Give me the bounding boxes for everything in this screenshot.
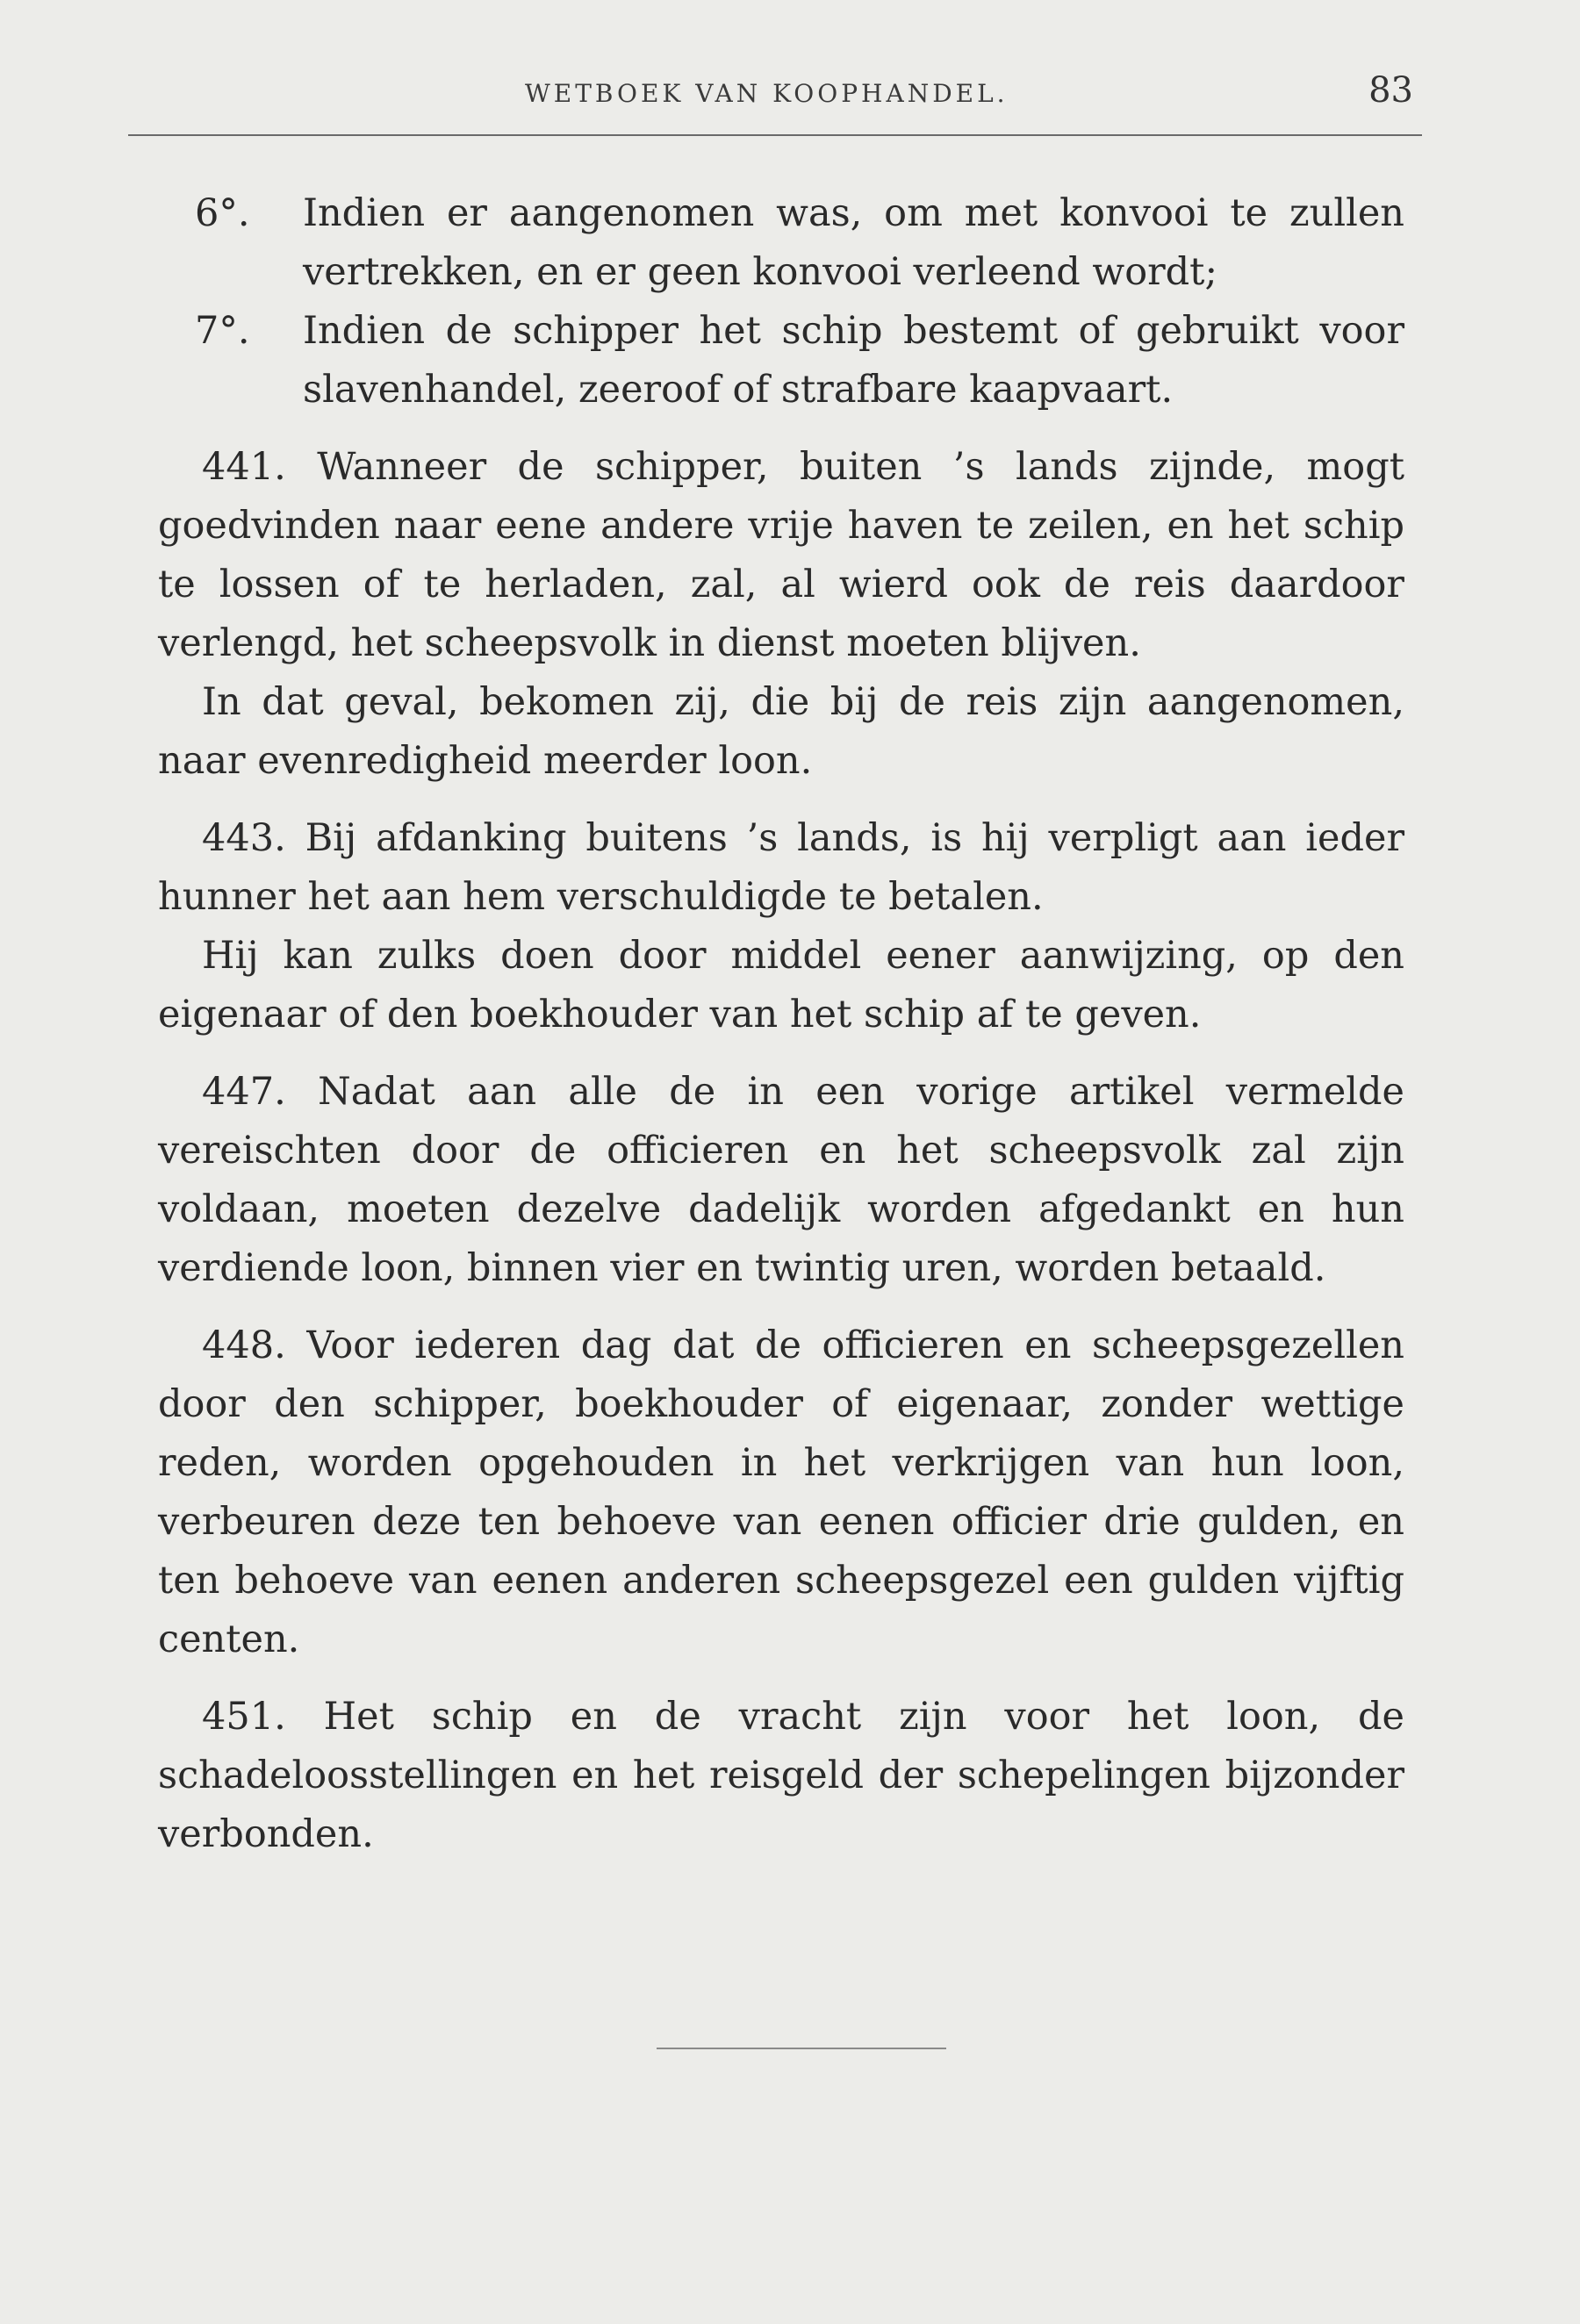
- article-paragraph: [158, 1063, 1404, 1298]
- running-title: WETBOEK VAN KOOPHANDEL.: [525, 79, 1009, 108]
- article-number: 443.: [202, 816, 286, 860]
- end-rule: [657, 2048, 946, 2049]
- article-text: Voor iederen dag dat de officieren en scheepsgezellen door den schipper, boekhouder of eigenaar, zonder wettige reden, worden opgehouden in het verkrijgen van hun loon, verbeuren deze ten behoeve van eenen officier drie gulden, en ten behoeve van eenen anderen scheepsgezel een gulden vijftig centen.: [158, 1323, 1404, 1661]
- article-text: In dat geval, bekomen zij, die bij de reis zijn aangenomen, naar evenredigheid meerder loon.: [158, 680, 1404, 783]
- list-item-text: Indien de schipper het schip bestemt of gebruikt voor slavenhandel, zeeroof of strafbare kaapvaart.: [303, 309, 1404, 412]
- article-number: 451.: [202, 1695, 286, 1739]
- article-number: 448.: [202, 1323, 286, 1367]
- article-paragraph: [158, 1316, 1404, 1669]
- list-item-number: 6°.: [195, 191, 250, 235]
- article-number: 441.: [202, 445, 286, 489]
- article-paragraph: [158, 438, 1404, 673]
- article-text: Het schip en de vracht zijn voor het loon, de schadeloosstellingen en het reisgeld der schepelingen bijzonder verbonden.: [158, 1695, 1404, 1856]
- article-text: Bij afdanking buitens ’s lands, is hij verpligt aan ieder hunner het aan hem verschuldigde te betalen.: [158, 816, 1404, 919]
- page-body: [158, 184, 1404, 1864]
- page-number: 83: [1368, 70, 1413, 111]
- article-text: Hij kan zulks doen door middel eener aanwijzing, op den eigenaar of den boekhouder van het schip af te geven.: [158, 934, 1404, 1036]
- article-paragraph: [158, 1688, 1404, 1864]
- article-text: Wanneer de schipper, buiten ’s lands zijnde, mogt goedvinden naar eene andere vrije haven te zeilen, en het schip te lossen of te herladen, zal, al wierd ook de reis daardoor verlengd, het scheepsvolk in dienst moeten blijven.: [158, 445, 1405, 665]
- article-paragraph: [158, 809, 1404, 927]
- article-text: Nadat aan alle de in een vorige artikel vermelde vereischten door de officieren en het scheepsvolk zal zijn voldaan, moeten dezelve dadelijk worden afgedankt en hun verdiende loon, binnen vier en twintig uren, worden betaald.: [158, 1070, 1404, 1290]
- running-header: [158, 70, 1420, 123]
- article-number: 447.: [202, 1070, 286, 1114]
- list-item: [158, 302, 1404, 420]
- header-rule: [128, 134, 1422, 136]
- list-item-number: 7°.: [195, 309, 250, 353]
- article-paragraph: [158, 927, 1404, 1044]
- list-item-text: Indien er aangenomen was, om met konvooi te zullen vertrekken, en er geen konvooi verleend wordt;: [303, 191, 1404, 294]
- list-item: [158, 184, 1404, 302]
- article-paragraph: [158, 673, 1404, 791]
